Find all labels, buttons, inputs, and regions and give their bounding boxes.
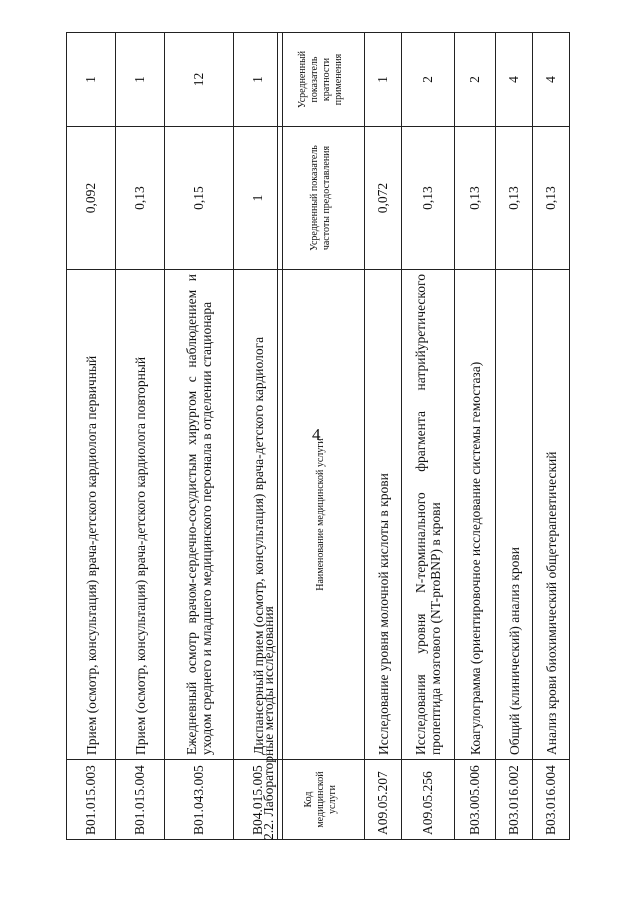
service-code: B04.015.005 [234,760,283,840]
page-number: 4 [312,425,321,444]
multiplicity-value: 1 [365,33,402,127]
service-name: Анализ крови биохимический общетерапевтический [533,270,570,760]
table-row [496,33,533,840]
header-code: Код медицинской услуги [278,760,365,840]
table-row [455,33,496,840]
table-row [67,33,116,840]
section-title: 2.2. Лабораторные методы исследования [261,606,276,840]
service-code: A09.05.207 [365,760,402,840]
frequency-value: 0,072 [365,127,402,270]
frequency-value: 0,092 [67,127,116,270]
service-name: Коагулограмма (ориентировочное исследование системы гемостаза) [455,270,496,760]
service-name: Исследования уровня N-терминального фрагмента натрийуретического пропептида мозгового (NT-proBNP) в крови [402,270,455,760]
service-code: B03.016.004 [533,760,570,840]
lab-methods-table [277,32,570,840]
service-name: Исследование уровня молочной кислоты в крови [365,270,402,760]
frequency-value: 0,13 [455,127,496,270]
frequency-value: 0,13 [533,127,570,270]
service-code: A09.05.256 [402,760,455,840]
service-code: B03.005.006 [455,760,496,840]
multiplicity-value: 1 [116,33,165,127]
header-frequency: Усредненный показатель частоты предоставления [278,127,365,270]
header-multiplicity: Усредненный показатель кратности применения [278,33,365,127]
header-name: Наименование медицинской услуги [278,270,365,760]
service-code: B01.015.004 [116,760,165,840]
multiplicity-value: 4 [496,33,533,127]
multiplicity-value: 12 [165,33,234,127]
table-row [365,33,402,840]
services-table-continued [66,32,283,840]
table-row [402,33,455,840]
frequency-value: 0,13 [496,127,533,270]
table-row [533,33,570,840]
table-row [116,33,165,840]
table-header-row [278,33,365,840]
service-name: Ежедневный осмотр врачом-сердечно-сосудистым хирургом с наблюдением и уходом среднего и младшего медицинского персонала в отделении стационара [165,270,234,760]
service-code: B01.043.005 [165,760,234,840]
multiplicity-value: 1 [67,33,116,127]
service-code: B01.015.003 [67,760,116,840]
frequency-value: 1 [234,127,283,270]
service-name: Диспансерный прием (осмотр, консультация) врача-детского кардиолога [234,270,283,760]
service-name: Прием (осмотр, консультация) врача-детского кардиолога повторный [116,270,165,760]
multiplicity-value: 4 [533,33,570,127]
service-name: Прием (осмотр, консультация) врача-детского кардиолога первичный [67,270,116,760]
multiplicity-value: 1 [234,33,283,127]
frequency-value: 0,13 [402,127,455,270]
frequency-value: 0,15 [165,127,234,270]
multiplicity-value: 2 [455,33,496,127]
table-row [165,33,234,840]
service-name: Общий (клинический) анализ крови [496,270,533,760]
multiplicity-value: 2 [402,33,455,127]
frequency-value: 0,13 [116,127,165,270]
rotated-content [66,30,559,840]
service-code: B03.016.002 [496,760,533,840]
